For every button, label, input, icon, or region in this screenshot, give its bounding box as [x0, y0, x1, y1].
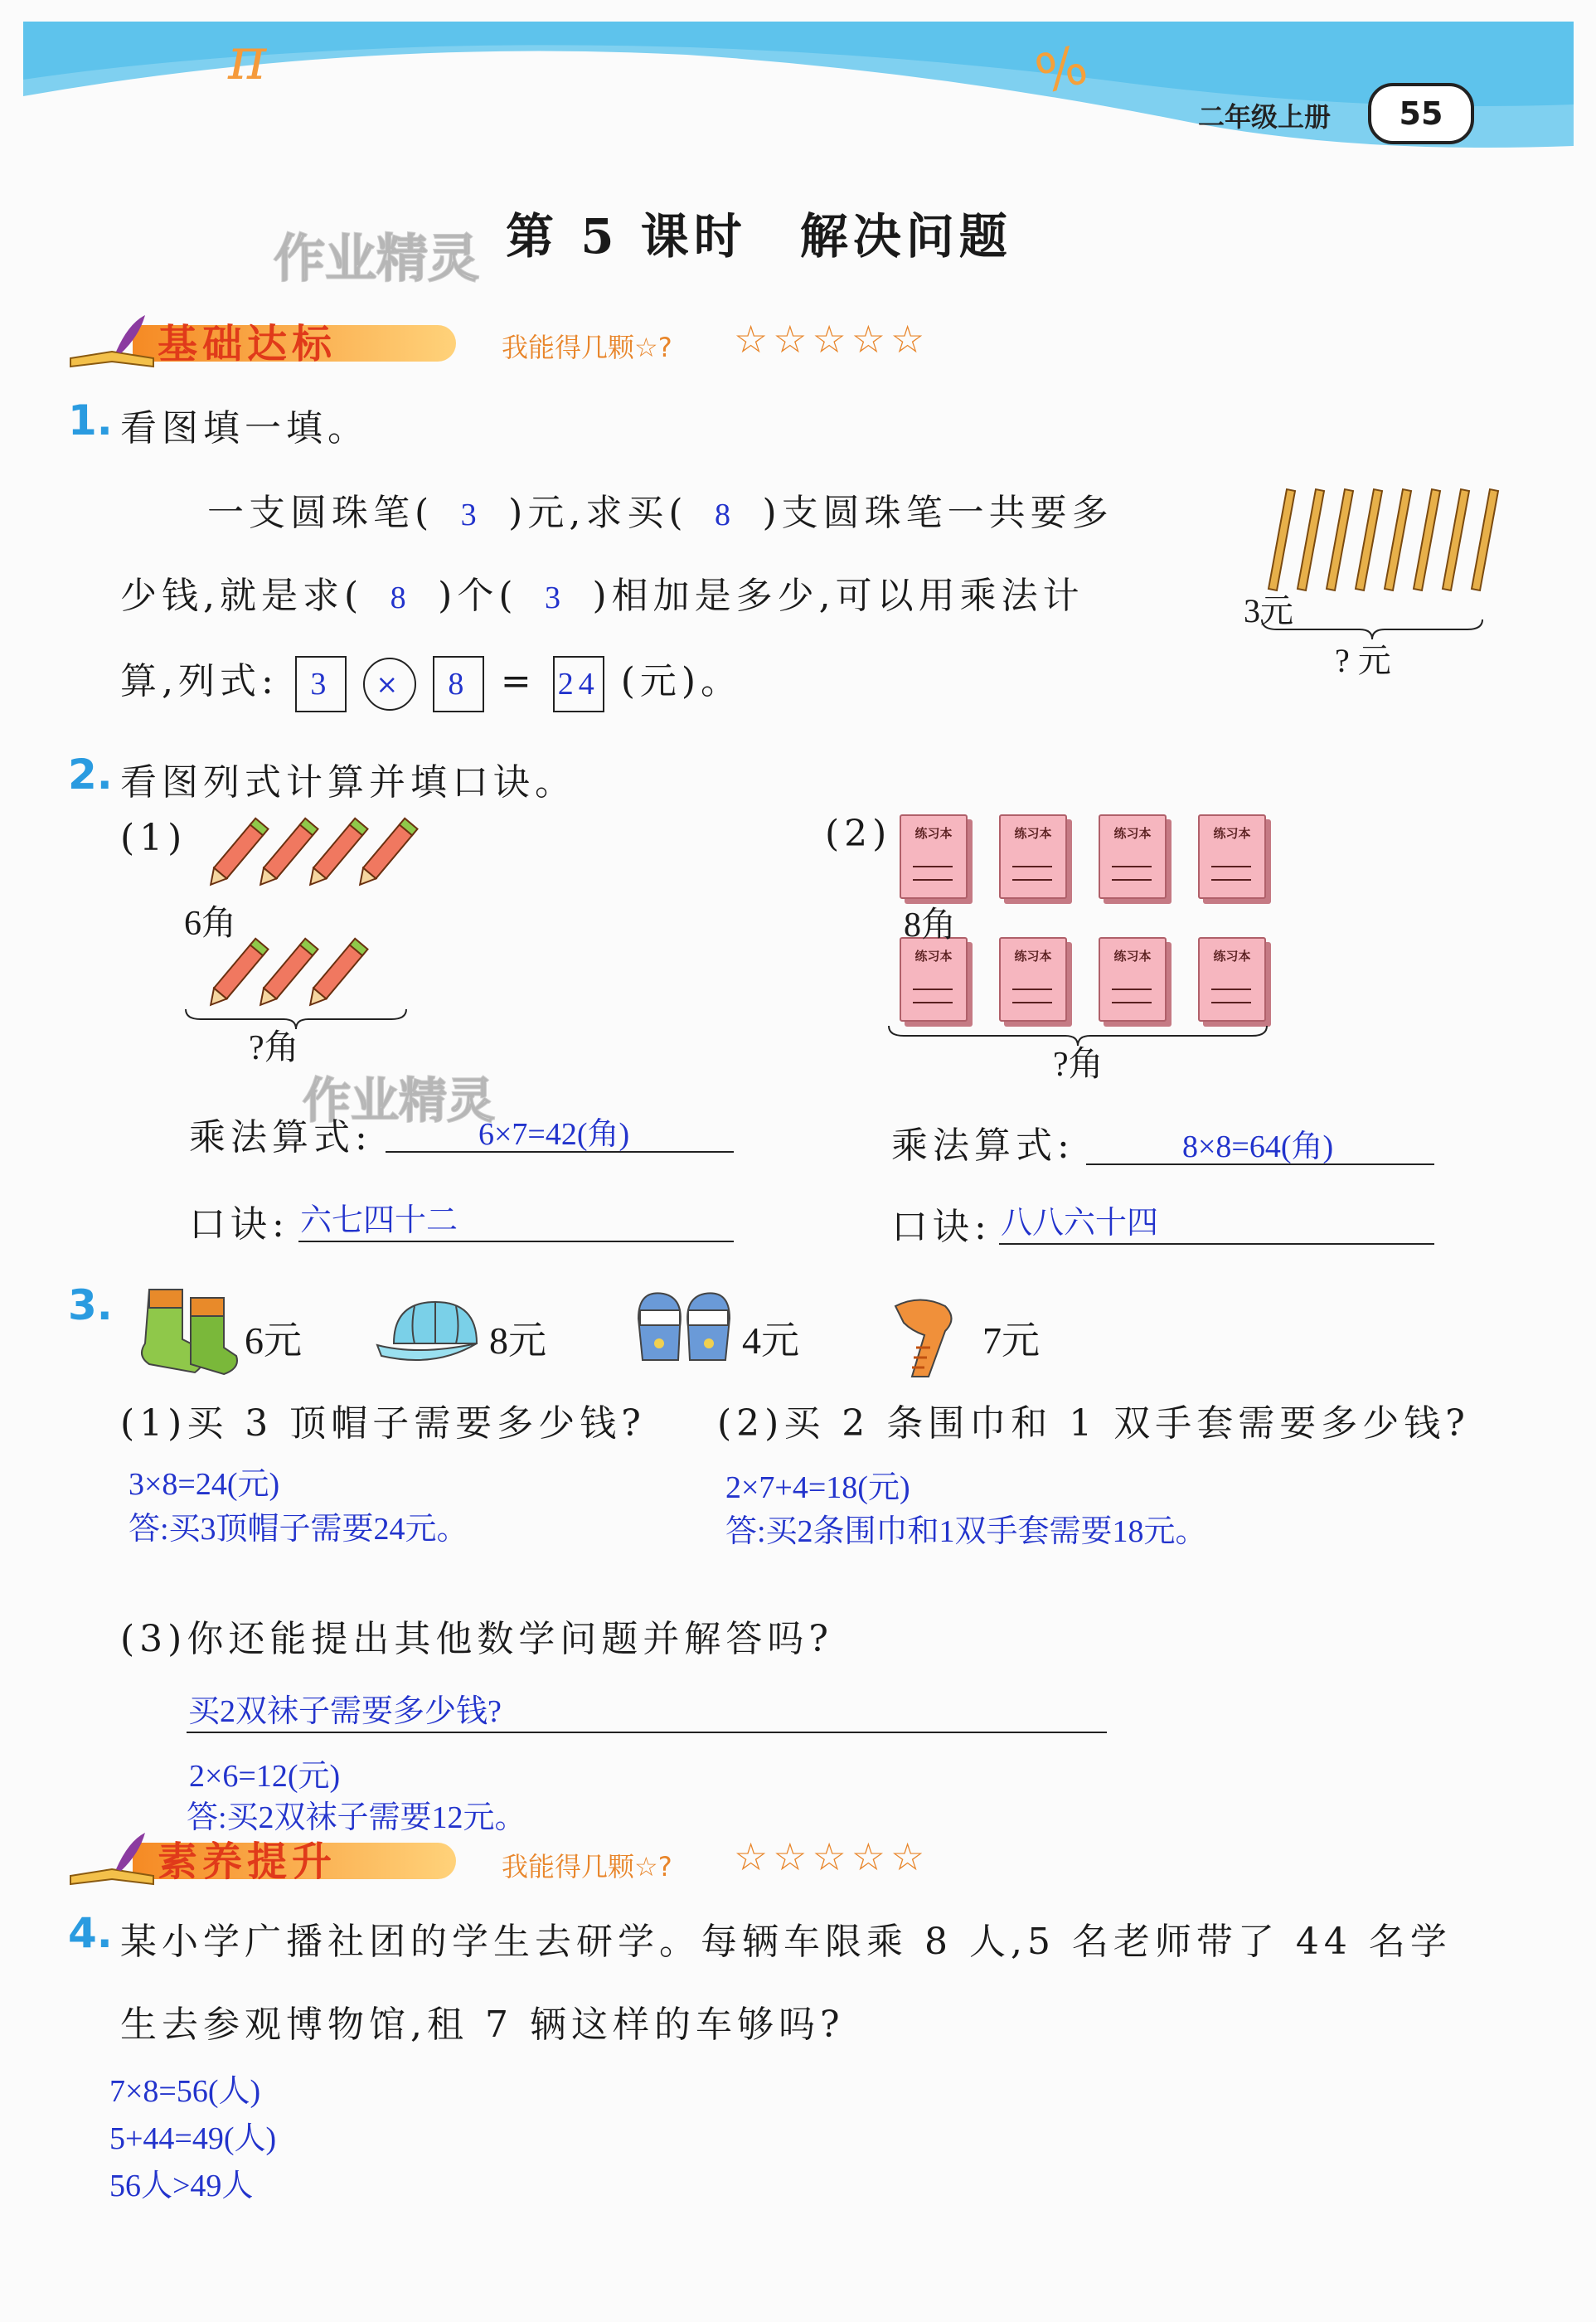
section-header-advanced [66, 1824, 481, 1885]
socks-icon [133, 1281, 240, 1381]
rhyme-answer-line[interactable] [999, 1197, 1434, 1245]
watermark: 作业精灵 [303, 1072, 496, 1129]
pencil-total-label: ?角 [249, 1029, 299, 1067]
rhyme-answer: 八八六十四 [1001, 1206, 1159, 1241]
price-scarf: 7元 [982, 1319, 1040, 1362]
q3-sub2-answer[interactable]: 答:买2条围巾和1双手套需要18元。 [725, 1514, 1207, 1549]
q3-sub1-question: (1)买 3 顶帽子需要多少钱? [120, 1402, 646, 1445]
q1-line3: 算,列式: 3 × 8 = 24 (元)。 [120, 651, 742, 712]
q3-sub1-calc[interactable]: 3×8=24(元) [129, 1467, 280, 1502]
answer-addend[interactable]: 3 [545, 580, 565, 615]
rating-stars[interactable]: ☆☆☆☆☆ [734, 317, 930, 362]
formula-answer: 6×7=42(角) [478, 1117, 630, 1152]
rhyme-label: 口诀: [189, 1203, 289, 1246]
notebook-price-label: 8角 [904, 906, 957, 945]
pen-price-label: 3元 [1244, 592, 1293, 629]
pencils-row-1 [211, 813, 427, 896]
answer-box-1[interactable]: 3 [295, 656, 347, 712]
gloves-icon [630, 1285, 738, 1377]
rhyme-answer-line[interactable] [298, 1194, 734, 1242]
section-title: 基础达标 [158, 321, 337, 367]
q3-sub1-answer[interactable]: 答:买3顶帽子需要24元。 [129, 1512, 468, 1547]
q3-sub2-calc[interactable]: 2×7+4=18(元) [725, 1470, 910, 1505]
price-socks: 6元 [245, 1319, 302, 1362]
question-number: 2. [68, 751, 113, 799]
answer-times[interactable]: 8 [390, 580, 411, 615]
notebooks-illustration: 练习本 练习本 练习本 练习本 练习本 练习本 练习本 练习本 [900, 814, 1281, 1030]
stars-prompt: 我能得几颗☆? [502, 1851, 672, 1882]
formula-label: 乘法算式: [891, 1125, 1075, 1167]
proposed-question-line[interactable] [187, 1682, 1107, 1733]
q1-line1: 一支圆珠笔( 3 )元,求买( 8 )支圆珠笔一共要多 [207, 492, 1113, 534]
pencils-row-2 [211, 933, 394, 1016]
grade-label: 二年级上册 [1198, 101, 1332, 133]
question-instruction: 看图填一填。 [120, 407, 369, 449]
q4-line2: 生去参观博物馆,租 7 辆这样的车够吗? [120, 2004, 845, 2046]
operator-circle[interactable]: × [363, 658, 416, 711]
q4-work-1[interactable]: 7×8=56(人) [109, 2074, 261, 2109]
price-gloves: 4元 [742, 1319, 799, 1362]
section-header-basic [66, 307, 481, 365]
answer-price[interactable]: 3 [460, 498, 482, 532]
section-title: 素养提升 [158, 1839, 337, 1885]
rhyme-answer: 六七四十二 [300, 1203, 458, 1238]
proposed-question: 买2双袜子需要多少钱? [188, 1694, 502, 1729]
lesson-title: 第 5 课时 解决问题 [506, 208, 1012, 265]
formula-answer-line[interactable] [1086, 1115, 1434, 1165]
question-number: 1. [68, 396, 113, 444]
formula-label: 乘法算式: [189, 1116, 372, 1159]
formula-answer: 8×8=64(角) [1182, 1129, 1334, 1164]
question-number: 4. [68, 1909, 113, 1957]
q3-sub3-answer-clip [187, 1793, 526, 1835]
scarf-icon [879, 1290, 970, 1381]
stars-prompt: 我能得几颗☆? [502, 332, 672, 363]
q4-line1: 某小学广播社团的学生去研学。每辆车限乘 8 人,5 名老师带了 44 名学 [120, 1921, 1452, 1963]
q1-line2: 少钱,就是求( 8 )个( 3 )相加是多少,可以用乘法计 [120, 575, 1084, 617]
page-number: 55 [1368, 83, 1474, 144]
rating-stars[interactable]: ☆☆☆☆☆ [734, 1834, 930, 1879]
book-quill-icon [66, 315, 158, 373]
cap-icon [369, 1294, 485, 1377]
rhyme-label: 口诀: [891, 1206, 992, 1248]
pencil-price-label: 6角 [184, 905, 237, 943]
pi-symbol: π [228, 25, 267, 93]
q3-sub3-question: (3)你还能提出其他数学问题并解答吗? [120, 1618, 833, 1660]
notebook-total-label: ?角 [1053, 1046, 1104, 1084]
pen-total-label: ? 元 [1335, 642, 1391, 679]
price-cap: 8元 [489, 1319, 546, 1362]
answer-box-3[interactable]: 24 [553, 656, 604, 712]
q3-sub2-question: (2)买 2 条围巾和 1 双手套需要多少钱? [717, 1402, 1470, 1445]
sub-label: (1) [120, 817, 187, 859]
watermark: 作业精灵 [274, 228, 480, 289]
q4-work-2[interactable]: 5+44=49(人) [109, 2121, 277, 2156]
q4-work-3[interactable]: 56人>49人 [109, 2169, 254, 2203]
percent-symbol: % [1029, 34, 1094, 107]
sub-label: (2) [825, 813, 892, 855]
answer-box-2[interactable]: 8 [433, 656, 484, 712]
q3-sub3-answer[interactable]: 答:买2双袜子需要12元。 [187, 1800, 526, 1835]
answer-count[interactable]: 8 [715, 498, 735, 532]
question-number: 3. [68, 1281, 113, 1329]
book-quill-icon [66, 1833, 158, 1891]
question-instruction: 看图列式计算并填口诀。 [120, 761, 576, 804]
q3-sub3-calc[interactable]: 2×6=12(元) [189, 1759, 341, 1794]
formula-answer-line[interactable] [386, 1103, 734, 1153]
